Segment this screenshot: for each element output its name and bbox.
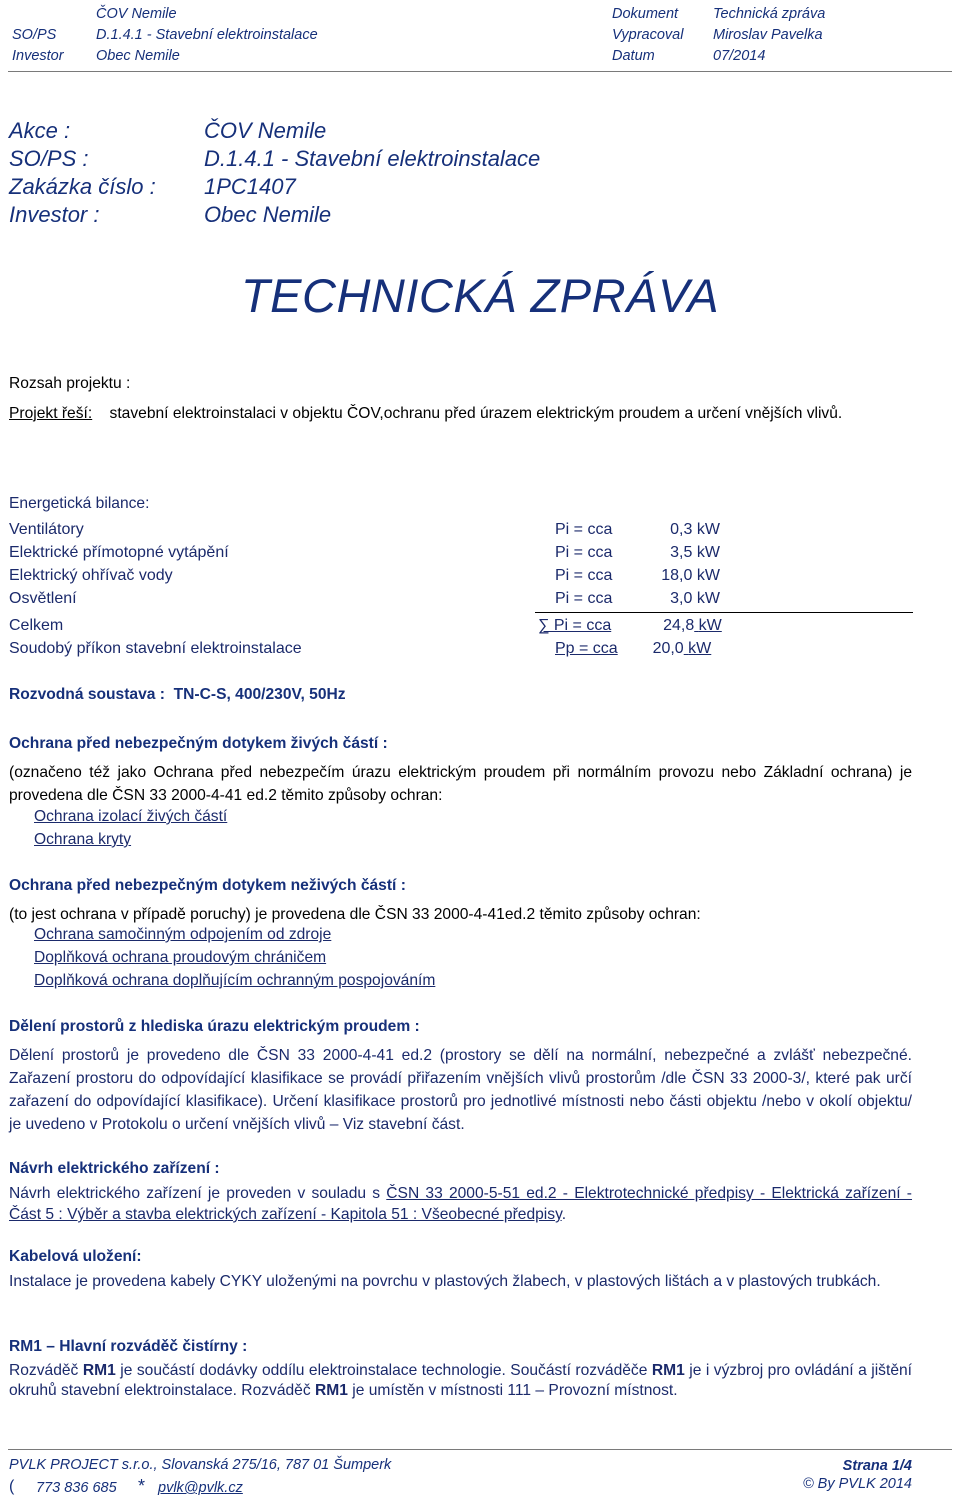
zakazka-value: 1PC1407 <box>204 174 296 199</box>
bilance-soudoby-name: Soudobý příkon stavební elektroinstalace <box>9 640 302 657</box>
bilance-row-value: Pi = cca 0,3 kW <box>555 521 720 538</box>
deleni-text: Dělení prostorů je provedeno dle ČSN 33 2000-4-41 ed.2 (prostory se dělí na normální, nebezpečné a zvlášť nebezpečné. Zařazení prostoru do odpovídající klasifikace se provádí přiřazením vnějších vlivů prostorům /dle ČSN 33 2000-3/, které pak určí zařazení do odpovídající klasifikace). Určení klasifikace prostorů pro jednotlivé místnosti nebo části objektu /nebo v okolí objektu/ je uvedeno v Protokolu o určení vnějších vlivů – Viz stavební část. <box>9 1047 912 1133</box>
page-title: TECHNICKÁ ZPRÁVA <box>240 269 720 322</box>
header-date-value: 07/2014 <box>713 48 766 64</box>
ochrana-ziva-text: (označeno též jako Ochrana před nebezpečím úrazu elektrickým proudem při normálním provozu nebo Základní ochrana) je provedena dle ČSN 33 2000-4-41 ed.2 těmito způsoby ochran: <box>9 764 912 804</box>
soustava-line <box>9 683 912 706</box>
page-number: Strana 1/4 <box>842 1458 912 1474</box>
ochrana-ziva-item: Ochrana kryty <box>34 831 132 848</box>
rozsah-text: stavební elektroinstalaci v objektu ČOV,ochranu před úrazem elektrickým proudem a určení vnějších vlivů. <box>109 405 843 422</box>
footer-email[interactable]: pvlk@pvlk.cz <box>158 1480 243 1496</box>
bilance-row-value: Pi = cca 18,0 kW <box>555 567 720 584</box>
header-doc-value: Technická zpráva <box>713 6 826 22</box>
bilance-row-name: Elektrické přímotopné vytápění <box>9 544 229 561</box>
ochrana-ziva-heading: Ochrana před nebezpečným dotykem živých částí : <box>9 735 388 752</box>
ochrana-neziva-heading: Ochrana před nebezpečným dotykem neživých částí : <box>9 877 406 894</box>
footer-divider <box>8 1449 952 1450</box>
akce-value: ČOV Nemile <box>204 118 327 143</box>
bilance-total-value: ∑ Pi = cca 24,8 kW <box>538 617 722 634</box>
bilance-total-name: Celkem <box>9 617 64 634</box>
bilance-row-name: Osvětlení <box>9 590 77 607</box>
bilance-soudoby-value: Pp = cca 20,0 kW <box>555 640 712 657</box>
footer-copyright: © By PVLK 2014 <box>802 1476 912 1492</box>
bilance-row-value: Pi = cca 3,5 kW <box>555 544 720 561</box>
header-sops-value: D.1.4.1 - Stavební elektroinstalace <box>96 27 318 43</box>
phone-icon: ( <box>9 1478 15 1495</box>
rozsah-label: Projekt řeší: <box>9 405 93 422</box>
navrh-standard-ref: ČSN 33 2000-5-51 ed.2 - Elektrotechnické předpisy - Elektrická zařízení - Část 5 : Výběr a stavba elektrických zařízení - Kapitola 51 : Všeobecné předpisy <box>9 1185 913 1223</box>
navrh-heading: Návrh elektrického zařízení : <box>9 1160 220 1177</box>
deleni-heading: Dělení prostorů z hlediska úrazu elektrickým proudem : <box>9 1018 420 1035</box>
sops-label: SO/PS : <box>9 146 89 171</box>
rozsah-paragraph <box>9 402 912 425</box>
zakazka-label: Zakázka číslo : <box>9 174 156 199</box>
rozsah-heading: Rozsah projektu : <box>9 375 131 392</box>
header-author-label: Vypracoval <box>612 27 684 43</box>
ochrana-neziva-item: Ochrana samočinným odpojením od zdroje <box>34 926 332 943</box>
akce-label: Akce : <box>9 118 71 143</box>
soustava-label: Rozvodná soustava : <box>9 686 165 703</box>
bilance-row-value: Pi = cca 3,0 kW <box>555 590 720 607</box>
header-date-label: Datum <box>612 48 655 64</box>
header-project: ČOV Nemile <box>96 6 177 22</box>
rm1-heading: RM1 – Hlavní rozváděč čistírny : <box>9 1338 248 1355</box>
investor-value: Obec Nemile <box>204 202 332 227</box>
ochrana-ziva-item: Ochrana izolací živých částí <box>34 808 228 825</box>
rm1-text: Rozváděč RM1 je součástí dodávky oddílu elektroinstalace technologie. Součástí rozváděče RM1 je i výzbroj pro ovládání a jištění okruhů stavební elektroinstalace. Rozváděč RM1 je umístěn v místnosti 111 – Provozní místnost. <box>9 1362 912 1399</box>
header-divider <box>8 71 952 72</box>
bilance-row-name: Ventilátory <box>9 521 84 538</box>
kabely-heading: Kabelová uložení: <box>9 1248 142 1265</box>
bilance-row-name: Elektrický ohřívač vody <box>9 567 173 584</box>
header-sops-label: SO/PS <box>12 27 57 43</box>
soustava-value: TN-C-S, 400/230V, 50Hz <box>173 686 346 703</box>
investor-label: Investor : <box>9 202 100 227</box>
header-investor-value: Obec Nemile <box>96 48 180 64</box>
kabely-text: Instalace je provedena kabely CYKY uloženými na povrchu v plastových žlabech, v plastových lištách a v plastových trubkách. <box>9 1273 881 1290</box>
header-investor-label: Investor <box>12 48 64 64</box>
ochrana-neziva-text: (to jest ochrana v případě poruchy) je provedena dle ČSN 33 2000-4-41ed.2 těmito způsoby ochran: <box>9 906 701 923</box>
ochrana-neziva-item: Doplňková ochrana doplňujícím ochranným pospojováním <box>34 972 436 989</box>
sops-value: D.1.4.1 - Stavební elektroinstalace <box>204 146 541 171</box>
footer-company: PVLK PROJECT s.r.o., Slovanská 275/16, 787 01 Šumperk <box>9 1457 392 1473</box>
footer-phone: 773 836 685 <box>36 1480 117 1496</box>
bilance-heading: Energetická bilance: <box>9 495 150 512</box>
header-author-value: Miroslav Pavelka <box>713 27 823 43</box>
mail-icon: * <box>138 1476 146 1496</box>
ochrana-neziva-item: Doplňková ochrana proudovým chráničem <box>34 949 327 966</box>
navrh-text: Návrh elektrického zařízení je proveden v souladu s ČSN 33 2000-5-51 ed.2 - Elektrotechnické předpisy - Elektrická zařízení - Část 5 : Výběr a stavba elektrických zařízení - Kapitola 51 : Všeobecné předpisy. <box>9 1185 913 1223</box>
bilance-sum-divider <box>535 612 913 613</box>
header-doc-label: Dokument <box>612 6 679 22</box>
